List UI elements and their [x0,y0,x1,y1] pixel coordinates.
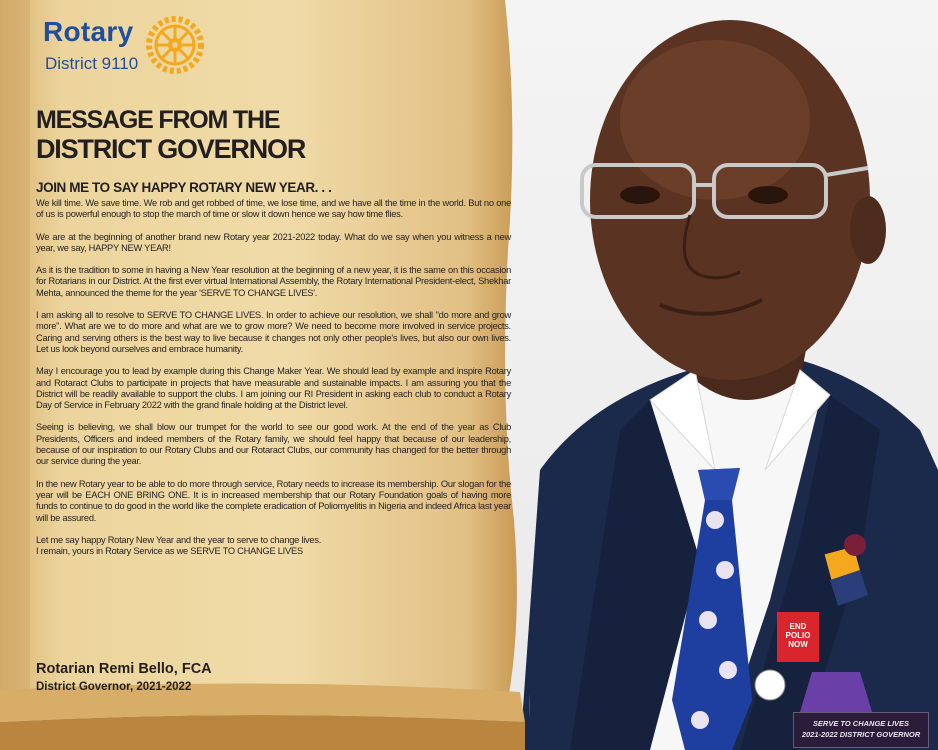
paragraph: I am asking all to resolve to SERVE TO CHANGE LIVES. In order to achieve our resolution, we shall "do more and grow more". What are we to do more and what are we to grow more? We need to become more involved in service projects. Caring and serving others is the best way to live because it changes not only other people's lives, but also our own lives. Let us look beyond ourselves and embrace humanity. [36,310,511,354]
title-line-2: DISTRICT GOVERNOR [36,134,306,164]
page-title [36,106,506,164]
badge-line-1: SERVE TO CHANGE LIVES [812,719,910,728]
governor-portrait-illustration [500,0,938,750]
rotary-wheel-icon [144,14,206,76]
paragraph: As it is the tradition to some in having a New Year resolution at the beginning of a new year, it is the same on this occasion for Rotarians in our District. At the first ever virtual International Assembly, the Rotary International President-elect, Shekhar Mehta, announced the theme for the year 'SERVE TO CHANGE LIVES'. [36,265,511,298]
end-polio-pin-text: END POLIO NOW [785,622,811,649]
signature-title: District Governor, 2021-2022 [36,681,192,693]
signature-name: Rotarian Remi Bello, FCA [36,661,212,677]
message-body [36,198,511,557]
governor-photo [500,0,938,750]
paragraph: We kill time. We save time. We rob and get robbed of time, we lose time, and we have all the time in the world. But no one of us is powerful enough to stop the march of time or slow it down hence we say how time flies. [36,198,511,220]
rotary-wordmark: Rotary [43,16,134,47]
paragraph: Seeing is believing, we shall blow our trumpet for the world to see our good work. At the end of the year as Club Presidents, Officers and indeed members of the Rotary family, we should feel happy that because of our leadership, because of our inspiration to our Rotary Clubs and our Rotaract Clubs, our community has changed for the better through our service during the year. [36,422,511,467]
paragraph: In the new Rotary year to be able to do more through service, Rotary needs to increase its membership. Our slogan for the year will be EACH ONE BRING ONE. It is in increased membership that our Rotary Foundation goals of having more funds to continue to do good in the world like the complete eradication of Poliomyelitis in Nigeria and indeed Africa last year will be assured. [36,478,511,523]
title-line-1: MESSAGE FROM THE [36,106,280,134]
paragraph: May I encourage you to lead by example during this Change Maker Year. We should lead by example and inspire Rotary and Rotaract Clubs to participate in projects that have measurable and sustainable impacts. I am assuring you that the District will be readily available to support the clubs. I am joining our RI President in asking each club to conduct a Rotary Day of Service in February 2022 with the grand finale holding at the District level. [36,366,511,411]
subheading: JOIN ME TO SAY HAPPY ROTARY NEW YEAR. . . [36,180,332,195]
badge-line-2: 2021-2022 DISTRICT GOVERNOR [801,730,921,739]
paragraph: We are at the beginning of another brand new Rotary year 2021-2022 today. What do we say when you witness a new year, we say, HAPPY NEW YEAR! [36,231,511,253]
dg-badge [793,712,929,748]
closing-line-2: I remain, yours in Rotary Service as we SERVE TO CHANGE LIVES [36,546,303,557]
closing-line-1: Let me say happy Rotary New Year and the year to serve to change lives. [36,534,322,545]
district-label: District 9110 [45,54,139,73]
